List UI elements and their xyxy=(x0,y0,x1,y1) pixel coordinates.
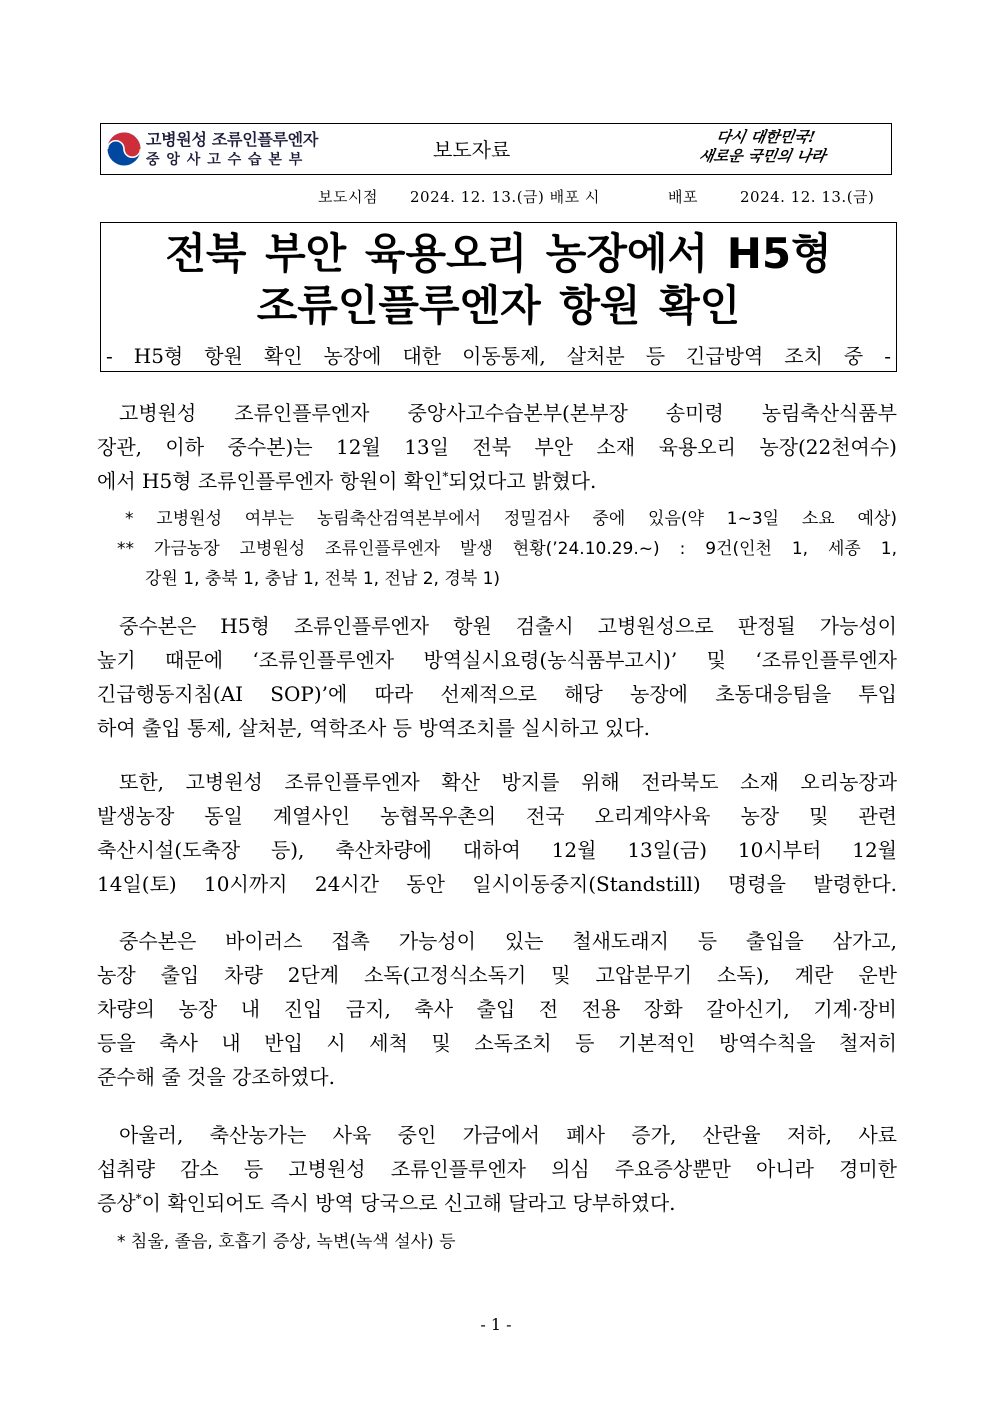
line-text: 되었다고 밝혔다. xyxy=(448,469,597,493)
title-box xyxy=(100,222,897,372)
paragraph-1 xyxy=(97,396,897,498)
paragraph-5 xyxy=(97,1118,897,1220)
paragraph-line: 아울러, 축산농가는 사육 중인 가금에서 폐사 증가, 산란율 저하, 사료 xyxy=(119,1123,897,1147)
footnote-marker: * xyxy=(442,469,449,484)
headline-line-1: 전북 부안 육용오리 농장에서 H5형 xyxy=(165,229,832,278)
line-text: 에서 H5형 조류인플루엔자 항원이 확인 xyxy=(97,469,443,493)
body-text xyxy=(97,396,897,1257)
paragraph-line: 차량의 농장 내 진입 금지, 축사 출입 전 전용 장화 갈아신기, 기계·장비 xyxy=(97,997,897,1021)
paragraph-3 xyxy=(97,765,897,901)
paragraph-line: 하여 출입 통제, 살처분, 역학조사 등 방역조치를 실시하고 있다. xyxy=(97,716,650,740)
paragraph-line: 고병원성 조류인플루엔자 중앙사고수습본부(본부장 송미령 농림축산식품부 xyxy=(119,401,897,425)
footnote-marker: * xyxy=(135,1191,142,1206)
footnotes-2 xyxy=(117,1227,897,1257)
headline-line-2: 조류인플루엔자 항원 확인 xyxy=(256,281,741,330)
paragraph-line: 농장 출입 차량 2단계 소독(고정식소독기 및 고압분무기 소독), 계란 운반 xyxy=(97,963,897,987)
paragraph-line: 중수본은 H5형 조류인플루엔자 항원 검출시 고병원성으로 판정될 가능성이 xyxy=(119,614,897,638)
paragraph-line: 14일(토) 10시까지 24시간 동안 일시이동중지(Standstill) 명령을 발령한다. xyxy=(97,872,897,896)
header-box xyxy=(100,123,892,175)
paragraph-line: 높기 때문에 ‘조류인플루엔자 방역실시요령(농식품부고시)’ 및 ‘조류인플루엔자 xyxy=(97,648,897,672)
paragraph-line xyxy=(97,1186,897,1220)
line-text: 이 확인되어도 즉시 방역 당국으로 신고해 달라고 당부하였다. xyxy=(141,1191,676,1215)
paragraph-line: 긴급행동지침(AI SOP)’에 따라 선제적으로 해당 농장에 초동대응팀을 투입 xyxy=(97,682,897,706)
footnote-line: * 고병원성 여부는 농림축산검역본부에서 정밀검사 중에 있음(약 1~3일 소요 예상) xyxy=(125,509,897,529)
doc-type-label: 보도자료 xyxy=(433,138,511,162)
paragraph-line: 축산시설(도축장 등), 축산차량에 대하여 12월 13일(금) 10시부터 12월 xyxy=(97,838,897,862)
release-time-value: 2024. 12. 13.(금) 배포 시 xyxy=(410,188,600,206)
logo-subtitle: 중 앙 사 고 수 습 본 부 xyxy=(146,152,304,168)
footnote-line: * 침울, 졸음, 호흡기 증상, 녹변(녹색 설사) 등 xyxy=(117,1232,456,1252)
footnotes-1 xyxy=(117,504,897,594)
distribution-label: 배포 xyxy=(668,188,698,206)
footnote-line: 강원 1, 충북 1, 충남 1, 전북 1, 전남 2, 경북 1) xyxy=(145,569,501,589)
line-text: 증상 xyxy=(97,1191,136,1215)
paragraph-line: 섭취량 감소 등 고병원성 조류인플루엔자 의심 주요증상뿐만 아니라 경미한 xyxy=(97,1157,897,1181)
paragraph-4 xyxy=(97,924,897,1094)
paragraph-line: 장관, 이하 중수본)는 12월 13일 전북 부안 소재 육용오리 농장(22천여수) xyxy=(97,435,897,459)
paragraph-line: 발생농장 동일 계열사인 농협목우촌의 전국 오리계약사육 농장 및 관련 xyxy=(97,804,897,828)
distribution-value: 2024. 12. 13.(금) xyxy=(740,188,875,206)
paragraph-line: 준수해 줄 것을 강조하였다. xyxy=(97,1065,335,1089)
government-slogan xyxy=(666,128,863,166)
taegeuk-emblem-icon xyxy=(107,132,141,166)
paragraph-line xyxy=(97,464,897,498)
paragraph-line: 중수본은 바이러스 접촉 가능성이 있는 철새도래지 등 출입을 삼가고, xyxy=(119,929,897,953)
slogan-line-2: 새로운 국민의 나라 xyxy=(697,147,828,165)
paragraph-line: 등을 축사 내 반입 시 세척 및 소독조치 등 기본적인 방역수칙을 철저히 xyxy=(97,1031,897,1055)
release-time-label: 보도시점 xyxy=(318,188,378,206)
logo-title: 고병원성 조류인플루엔자 xyxy=(146,130,318,149)
slogan-line-1: 다시 대한민국! xyxy=(714,128,817,146)
subheadline: - H5형 항원 확인 농장에 대한 이동통제, 살처분 등 긴급방역 조치 중 - xyxy=(106,344,891,368)
footnote-line: ** 가금농장 고병원성 조류인플루엔자 발생 현황(’24.10.29.~) : 9건(인천 1, 세종 1, xyxy=(117,539,897,559)
page-number: - 1 - xyxy=(480,1315,512,1334)
paragraph-2 xyxy=(97,609,897,745)
paragraph-line: 또한, 고병원성 조류인플루엔자 확산 방지를 위해 전라북도 소재 오리농장과 xyxy=(119,770,897,794)
